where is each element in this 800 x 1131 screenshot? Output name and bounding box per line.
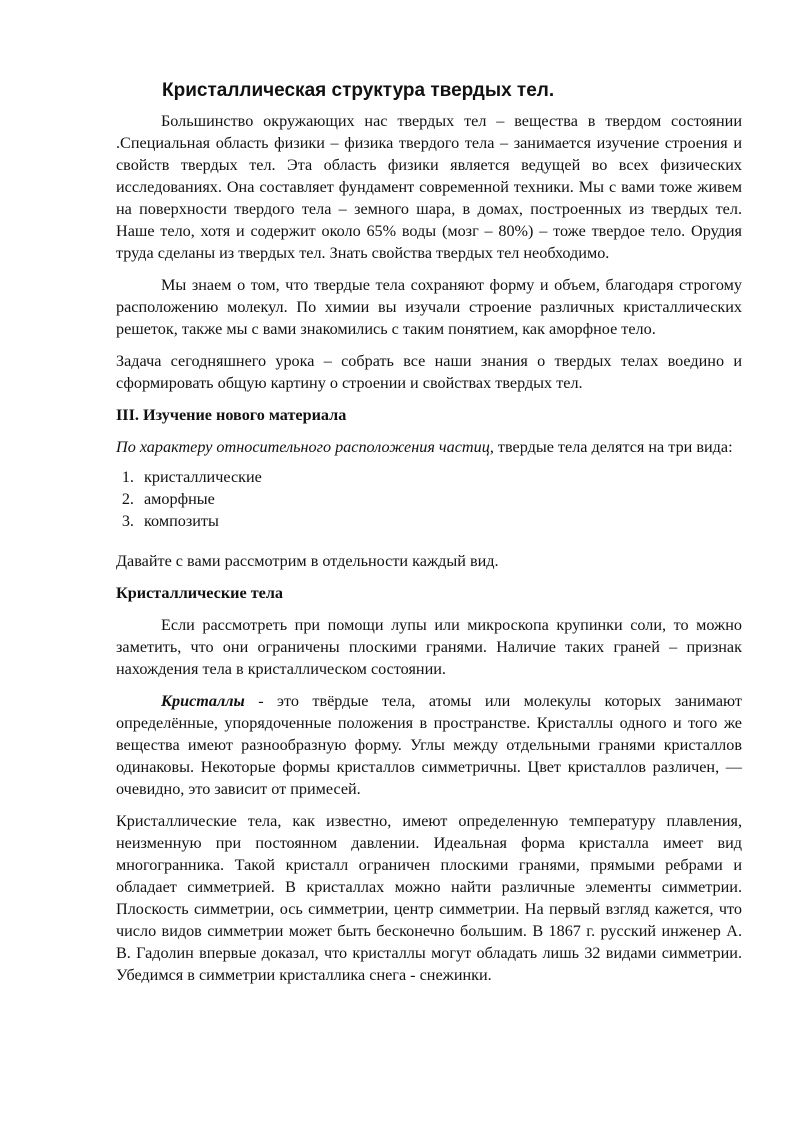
paragraph-each-type: Давайте с вами рассмотрим в отдельности каждый вид. [116, 552, 499, 570]
classification-rest: , твердые тела делятся на три вида: [489, 438, 733, 456]
document-body [116, 78, 742, 986]
paragraph-shape-volume: Мы знаем о том, что твердые тела сохраняют форму и объем, благодаря строгому расположению молекул. По химии вы изучали строение различных кристаллических решеток, также мы с вами знакомились с таким понятием, как аморфное тело. [116, 276, 742, 338]
document-title: Кристаллическая структура твердых тел. [162, 80, 555, 101]
paragraph-crystals-definition [116, 690, 742, 800]
section-heading: III. Изучение нового материала [116, 406, 347, 424]
crystals-term: Кристаллы [161, 692, 245, 710]
paragraph-intro: Большинство окружающих нас твердых тел – вещества в твердом состоянии .Специальная область физики – физика твердого тела – занимается изучение строения и свойств твердых тел. Эта область физики является ведущей во всех физических исследованиях. Она составляет фундамент современной техники. Мы с вами тоже живем на поверхности твердого тела – земного шара, в домах, построенных из твердых тел. Наше тело, хотя и содержит около 65% воды (мозг – 80%) – тоже твердое тело. Орудия труда сделаны из твердых тел. Знать свойства твердых тел необходимо. [116, 112, 742, 262]
list-item: 2. аморфные [138, 488, 742, 510]
paragraph-symmetry: Кристаллические тела, как известно, имеют определенную температуру плавления, неизменную при постоянном давлении. Идеальная форма кристалла имеет вид многогранника. Такой кристалл ограничен плоскими гранями, прямыми ребрами и обладает симметрией. В кристаллах можно найти различные элементы симметрии. Плоскость симметрии, ось симметрии, центр симметрии. На первый взгляд кажется, что число видов симметрии может быть бесконечно большим. В 1867 г. русский инженер А. В. Гадолин впервые доказал, что кристаллы могут обладать лишь 32 видами симметрии. Убедимся в симметрии кристаллика снега - снежинки. [116, 812, 742, 984]
list-item: 3. композиты [138, 510, 742, 532]
subheading-crystalline: Кристаллические тела [116, 584, 284, 602]
list-item: 1. кристаллические [138, 466, 742, 488]
paragraph-lesson-goal: Задача сегодняшнего урока – собрать все наши знания о твердых телах воедино и сформировать общую картину о строении и свойствах твердых тел. [116, 352, 742, 392]
classification-italic: По характеру относительного расположения частиц [116, 438, 490, 456]
paragraph-classification [116, 436, 742, 458]
solid-types-list [116, 466, 742, 532]
crystals-definition-text: - это твёрдые тела, атомы или молекулы которых занимают определённые, упорядоченные положения в пространстве. Кристаллы одного и того же вещества имеют разнообразную форму. Углы между отдельными гранями кристаллов одинаковы. Некоторые формы кристаллов симметричны. Цвет кристаллов различен, — очевидно, это зависит от примесей. [116, 692, 742, 798]
paragraph-salt-grains: Если рассмотреть при помощи лупы или микроскопа крупинки соли, то можно заметить, что они ограничены плоскими гранями. Наличие таких граней – признак нахождения тела в кристаллическом состоянии. [116, 616, 742, 678]
